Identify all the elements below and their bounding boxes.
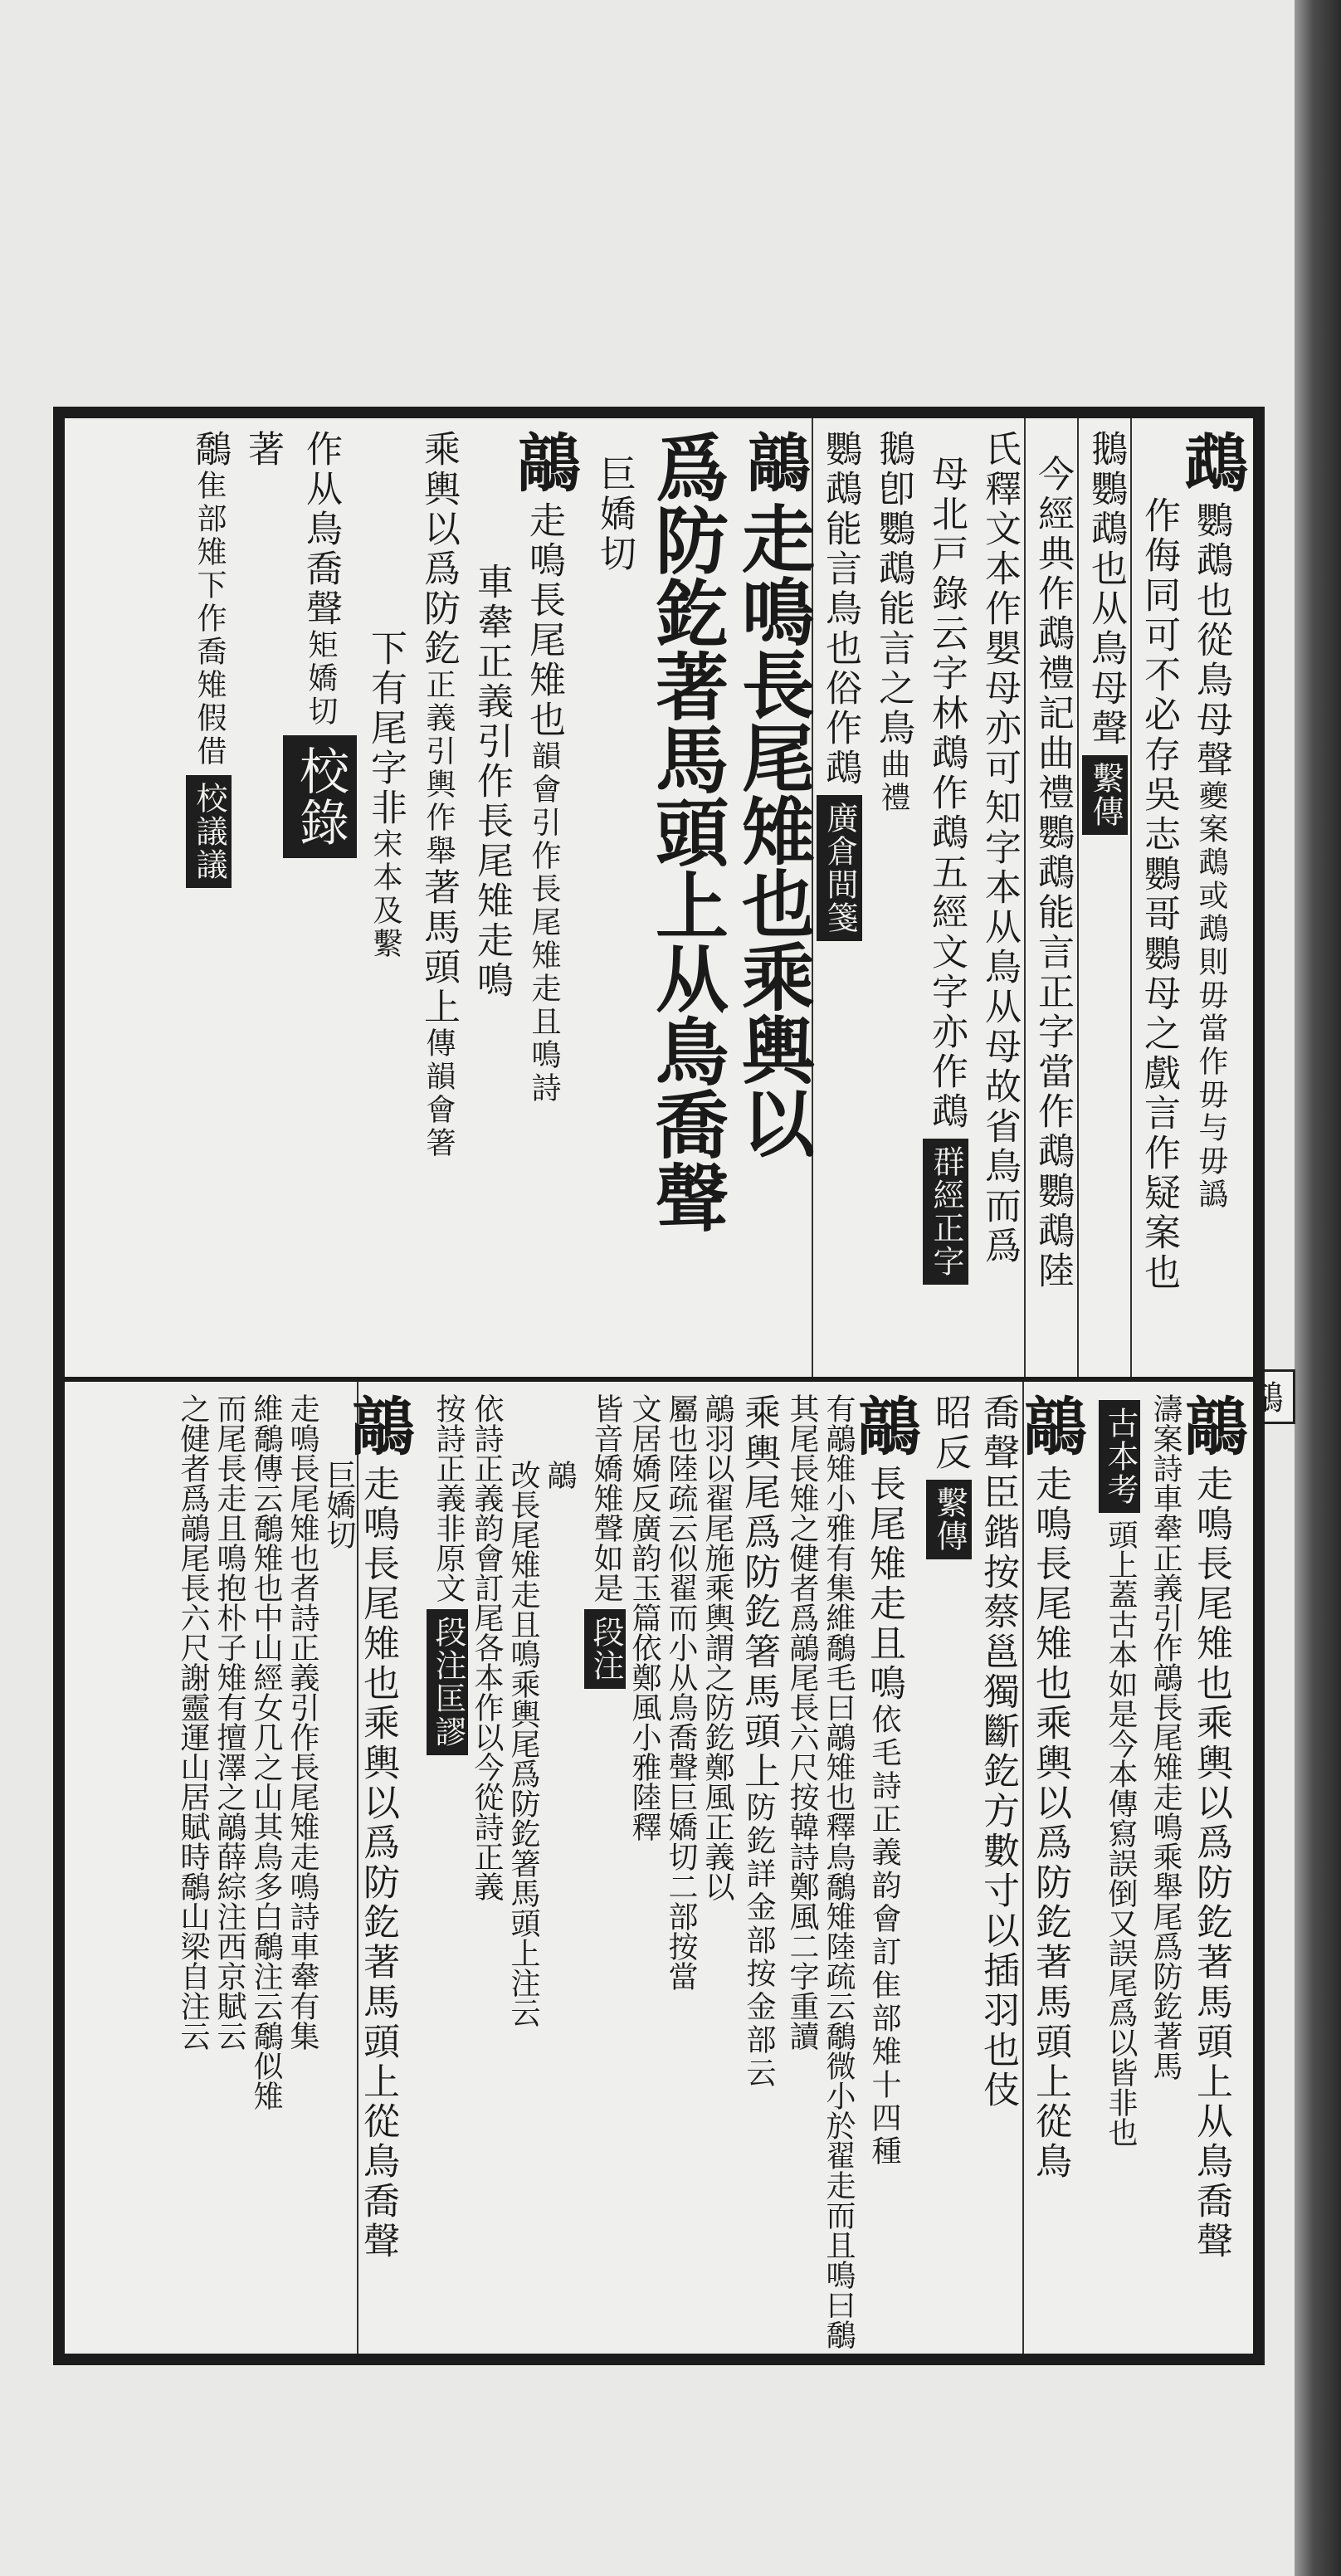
top-col-3 xyxy=(1077,418,1130,1377)
source-badge: 段注 xyxy=(584,1609,626,1689)
top-col-1 xyxy=(1174,418,1253,1377)
top-col-7 xyxy=(865,418,918,1377)
top-col-5 xyxy=(971,418,1024,1377)
seal-char: 鶮 xyxy=(341,1393,415,1453)
entry-text: 走鳴長尾雉也 xyxy=(523,501,565,740)
top-col-15 xyxy=(357,418,410,1377)
entry-text: 屬也陸疏云似翟而小 xyxy=(664,1393,698,1662)
entry-text: 改長尾雉走且鳴乘輿尾爲防釳箸馬頭上 xyxy=(506,1460,540,1968)
entry-text: 頭上蓋古本如是今本傳寫誤倒又誤尾爲以皆非也 xyxy=(1104,1520,1138,2147)
entry-text: 走鳴長尾雉也乘輿以爲防釳著馬頭上从鳥喬聲 xyxy=(1190,1465,1232,2261)
bottom-col-1 xyxy=(1174,1382,1253,2354)
top-col-16 xyxy=(287,418,357,1377)
bottom-col-22 xyxy=(247,1382,284,2354)
source-badge: 校錄 xyxy=(283,735,357,858)
seal-char: 鶮 xyxy=(737,430,811,490)
entry-note: 注云 xyxy=(506,1968,540,2027)
entry-text-2: 著馬頭上 xyxy=(417,868,460,1027)
top-col-18 xyxy=(164,418,234,1377)
bottom-col-23 xyxy=(211,1382,247,2354)
entry-note: 曲禮 xyxy=(876,749,910,815)
top-col-6 xyxy=(918,418,971,1377)
entry-text: 下有尾字非 xyxy=(364,629,407,828)
entry-text: 著 xyxy=(241,430,284,470)
bottom-col-6 xyxy=(926,1382,974,2354)
entry-note: 矩嬌切 xyxy=(304,629,338,729)
entry-text: 昭反 xyxy=(929,1393,971,1473)
top-panel xyxy=(65,418,1253,1377)
entry-text: 母北戸錄云字林鵡作鵡五經文字亦作鵡 xyxy=(925,455,968,1132)
entry-text: 而尾長走且鳴抱朴子雉有擅澤之鶮薛綜注西京賦云 xyxy=(212,1393,246,2051)
entry-text: 鸚鵡能言鳥也俗作鵡 xyxy=(819,430,861,788)
entry-text: 濤案詩車舝正義引作鶮長尾雉走鳴乘舉尾爲防釳著馬 xyxy=(1148,1393,1183,2081)
source-badge: 群經正字 xyxy=(923,1139,968,1285)
source-badge: 校議議 xyxy=(186,775,232,888)
bottom-col-10 xyxy=(735,1382,783,2354)
entry-note: 宋本及繫 xyxy=(368,828,402,961)
seal-char: 鶮 xyxy=(847,1393,921,1453)
top-col-14 xyxy=(410,418,463,1377)
entry-text: 巨嬌切 xyxy=(322,1460,356,1549)
seal-char: 鶮 xyxy=(1013,1393,1087,1453)
bottom-col-2 xyxy=(1140,1382,1183,2354)
entry-text: 鸚鵡也從鳥母聲 xyxy=(1190,501,1232,780)
bottom-col-4 xyxy=(1013,1382,1092,2354)
entry-note: 从鳥喬聲巨嬌切二部按當 xyxy=(664,1662,698,1991)
entry-text: 鶮羽以翟尾施乘輿謂之防釳鄭風正義以 xyxy=(700,1393,734,1901)
entry-text: 之健者爲鶮尾長六尺謝靈運山居賦時鷮山梁自注云 xyxy=(176,1393,210,2051)
bottom-col-20 xyxy=(320,1382,357,2354)
bottom-col-16 xyxy=(505,1382,541,2354)
entry-note: 依毛詩正義韵會訂隹部雉十四種 xyxy=(867,1704,901,2169)
bottom-panel xyxy=(65,1382,1253,2354)
entry-text: 長尾雉走且鳴 xyxy=(863,1465,905,1704)
top-col-11 xyxy=(586,418,639,1377)
entry-note: 夔案鵡或鵡則毋當作毋与毋譌 xyxy=(1194,780,1228,1212)
entry-text: 鷮 xyxy=(188,430,231,470)
entry-text: 走鳴長尾雉也者詩正義引作長尾雉走鳴詩車舝有集 xyxy=(285,1393,319,2051)
source-badge: 段注匡謬 xyxy=(427,1609,468,1755)
bottom-col-5 xyxy=(974,1382,1022,2354)
bottom-col-14 xyxy=(578,1382,626,2354)
entry-text: 乘輿尾爲防釳箸馬頭上 xyxy=(738,1393,780,1792)
bottom-col-3 xyxy=(1092,1382,1140,2354)
source-badge: 繫傳 xyxy=(926,1480,972,1559)
entry-text: 喬聲臣鍇按蔡邕獨斷釳方數寸以插羽也伎 xyxy=(977,1393,1019,2110)
bottom-col-8 xyxy=(820,1382,856,2354)
entry-text: 皆音嬌雉聲如是 xyxy=(589,1393,623,1603)
bottom-col-24 xyxy=(174,1382,211,2354)
entry-note: 防釳詳金部按金部云 xyxy=(742,1792,776,2091)
source-badge: 繫傳 xyxy=(1082,755,1128,835)
top-col-17 xyxy=(234,418,287,1377)
entry-text: 鶮 xyxy=(543,1460,577,1490)
entry-text: 乘輿以爲防釳 xyxy=(417,430,460,669)
bottom-col-7 xyxy=(847,1382,926,2354)
top-col-9 xyxy=(725,418,817,1377)
top-col-4 xyxy=(1024,418,1077,1377)
entry-text: 作侮同可不必存吳志鸚哥鸚母之戲言作疑案也 xyxy=(1138,496,1180,1293)
entry-note: 依鄭風小雅陸釋 xyxy=(627,1632,661,1842)
seal-char: 鶮 xyxy=(507,430,581,490)
top-col-13 xyxy=(463,418,516,1377)
top-col-8 xyxy=(812,418,865,1377)
entry-text: 爲防釳著馬頭上从鳥喬聲 xyxy=(644,430,730,1233)
entry-text: 走鳴長尾雉也乘輿以爲防釳著馬頭上從鳥 xyxy=(1029,1465,1071,2182)
entry-text: 依詩正義韵會訂尾各本作以今從詩正義 xyxy=(470,1393,504,1901)
source-badge: 廣倉間箋 xyxy=(817,795,862,941)
bottom-col-11 xyxy=(699,1382,735,2354)
book-page-edge xyxy=(1295,0,1341,2576)
entry-text: 文居嬌反廣韵玉篇 xyxy=(627,1393,661,1632)
bottom-col-21 xyxy=(284,1382,320,2354)
entry-text: 按詩正義非原文 xyxy=(432,1393,466,1603)
entry-note: 韻會引作長尾雉走且鳴詩 xyxy=(527,740,561,1105)
entry-text: 巨嬌切 xyxy=(593,455,636,574)
entry-text: 鵝鸚鵡也从鳥母聲 xyxy=(1085,430,1127,749)
top-col-12 xyxy=(507,418,586,1377)
top-col-2 xyxy=(1130,418,1183,1377)
top-col-10 xyxy=(639,418,730,1377)
entry-note: 隹部雉下作喬雉假借 xyxy=(193,470,227,768)
entry-text: 走鳴長尾雉也乘輿以 xyxy=(730,501,817,1159)
page-frame xyxy=(53,407,1265,2365)
source-badge: 古本考 xyxy=(1099,1400,1140,1513)
bottom-col-15 xyxy=(541,1382,578,2354)
bottom-col-9 xyxy=(783,1382,820,2354)
entry-text: 今經典作鵡禮記曲禮鸚鵡能言正字當作鵡鸚鵡陸 xyxy=(1031,455,1074,1291)
entry-text: 鵝卽鸚鵡能言之鳥 xyxy=(872,430,914,749)
bottom-col-19 xyxy=(341,1382,420,2354)
seal-char: 鶮 xyxy=(1174,1393,1248,1453)
entry-note-2: 傳韻會箸 xyxy=(422,1027,456,1160)
bottom-col-18 xyxy=(420,1382,468,2354)
entry-text: 走鳴長尾雉也乘輿以爲防釳著馬頭上從鳥喬聲 xyxy=(357,1465,399,2261)
bottom-col-12 xyxy=(662,1382,699,2354)
entry-text: 其尾長雉之健者爲鶮尾長六尺按韓詩鄭風二字重讀 xyxy=(785,1393,819,2051)
bottom-col-13 xyxy=(626,1382,662,2354)
bottom-col-17 xyxy=(468,1382,505,2354)
entry-text: 有鶮雉小雅有集維鷮毛曰鶮雉也釋鳥鷮雉陸疏云鷮微小於翟走而且鳴曰鷮 xyxy=(822,1393,856,2349)
entry-text: 維鷮傳云鷮雉也中山經女几之山其鳥多白鷮注云鷮似雉 xyxy=(249,1393,283,2110)
seal-char: 鵡 xyxy=(1174,430,1248,490)
entry-text: 車舝正義引作長尾雉走鳴 xyxy=(471,563,513,1001)
entry-text: 作从鳥喬聲 xyxy=(300,430,342,629)
entry-text: 氏釋文本作嬰母亦可知字本从鳥从母故省鳥而爲 xyxy=(978,430,1021,1266)
entry-note: 正義引輿作舉 xyxy=(422,669,456,868)
